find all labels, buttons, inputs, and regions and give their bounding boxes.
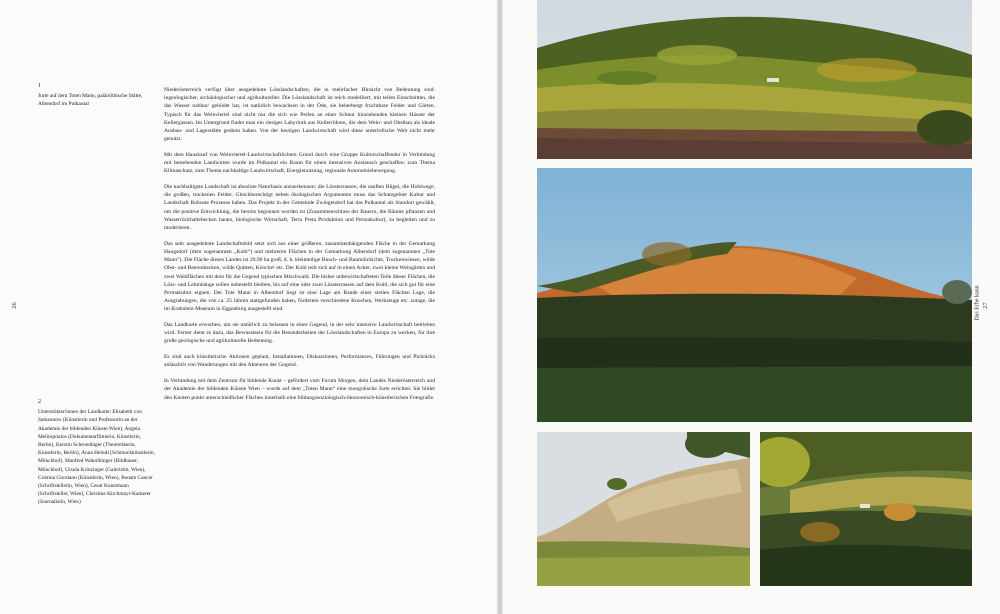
body-paragraph: In Verbindung mit dem Zentrum für bildende Kunst – gefördert vom Forum Morgen, dem Landes Niederösterreich und der Akademie der bildenden Künste Wien – wurde auf dem „Toten Mann“ eine mongolische Jurte errichtet. Sie bildet den Knoten punkt unterschiedlicher Flächen innerhalb eine bildungssoziologisch-ökonomisch-künstlerischen Fotografie. (164, 378, 435, 401)
left-page (0, 0, 497, 614)
sidenote-2-marker: 2 (38, 399, 41, 405)
photo-vineyard-valley (760, 432, 972, 586)
sidenote-1-text: Jurte auf dem Toten Mann, paläolithische Stätte, Albendorf im Pulkautal (38, 93, 143, 108)
body-paragraph: Die nachhaltigste Landschaft ist absolute Naturbasis anzuerkennen: die Lössterrassen, die sanften Hügel, die Hohlwege, die großen, trockenen Felder. Gleichberechtigt neben ökologischen Argumenten muss das Schutzgebiet Kultur und Landschaft Robuste Prozesse haben. Das Projekt in der Gemeinde Zwingendorf hat das Pulkautal als Standort gewählt, um die positive Entwicklung, die bereits begonnen worden ist (Zusammenschluss der Bauern, die Bäume pflanzen und Wasserrückhaltebecken bauen, biologische Wirtschaft, Terra Preta Produktion und Permakultur), zu begleiten und zu moderieren. (164, 184, 435, 232)
body-text-column (164, 86, 435, 409)
body-paragraph: Das Landkarte erworben, um sie natürlich zu belassen in einer Gegend, in der sehr intensive Landwirtschaft betrieben wird. Ferner dient es dazu, das Bewusstsein für die Besonderheiten der Lösslandschaften in Europa zu wecken, für ihre große geologische und agrikulturelle Bedeutung. (164, 322, 435, 345)
body-paragraph: Das sehr ausgedehnte Landschaftsbild setzt sich aus einer größeren, zusammenhängenden Fläche in der Gemarkung Haugsdorf (dem sogenannten „Kobl“) und mehreren Flächen in der Gemarkung Albendorf (dem sogenannten „Tote Mann“). Die Fläche dieses Landes ist 20,90 ha groß, d. h. kleinteilige Busch- und Baumdickichte, Trockenwiesen, wilde Obst- und Beerenhecken, wilde Quitten, Kirsche! etc. Der Kobl teilt sich auf in einen Acker, zwei kleine Weingärten und zwei Waldflächen mit dem für die Gegend typischen Mischwald. Die bisher unbewirtschafteten Teile dieser Flächen, die Löss- und Lehmhänge sollen unbestellt bleiben, bis auf eine oder zwei Lössterrassen auf dem Kobl, die sich gut für eine Permakultur eignen. Der Tote Mann in Albendorf liegt ist eine Lage am Rande einer steilen Flächen Lage, die Ausgrabungen, die von ca. 25 Jahren stattgefunden haben, förderten verschiedene Knochen, Werkzeuge etc. zutage, die im Krahuletz-Museum in Eggenburg ausgestellt sind. (164, 240, 435, 313)
sidenote-2-text: Unterstützer/innen der Landkarte: Elisabeth von Samsonow (Künstlerin und Professorin an der Akademie der bildenden Künste Wien), Angela Melitopoulos (Dokumentarfilmerin, Künstlerin, Berlin), Kerstin Schroedinger (Theoretikerin, Künstlerin, Berlin), Anna Heindl (Schmuckkünstlerin, Mönchhof), Manfred Wakolbinger (Bildhauer, Mönchhof), Ursula Krinzinger (Galeristin, Wien), Cristina Giordano (Künstlerin, Wien), Renate Cancer (Schriftstellerin, Wien), Cesar Kunstmann (Schriftsteller, Wien), Christine Kirchmayr-Kamerer (Journalistin, Wien) (38, 409, 155, 506)
page-number-left: 26 (10, 302, 18, 309)
body-paragraph: Es sind auch künstlerische Aktionen geplant, Installationen, Diskussionen, Performances, Führungen und Picknicks anlässlich von Wanderungen mit den Akteuren der Gegend. (164, 354, 435, 369)
body-paragraph: Niederösterreich verfügt über ausgedehnte Lösslandschaften, die in mehrfacher Hinsicht von Bedeutung sind: ingeologischer, archäologischer und agrikultureller. Die Lösslandschaft ist reich modelliert, mit teilen Einschnitten, die das Wasser nahbar/ gebildet hat, ist natürlich bewachsen in der Öde, sie beherbergt fruchtbare Felder und Gärten. Typisch für das Weinviertel sind nicht nur die sich wie Perlen an einer Schnur hinziehenden kleinen Häuser der Kellergassen. Im Untergrund findet man ein riesiges Labyrinth aus Kellerröhren, die dem Wein- und Obstbau als ideale Ausbau- und Lagerstätte gedient haben. Von der heutigen Landwirtschaft wird diese unterirdische Welt nicht mehr genutzt. (164, 87, 435, 143)
body-paragraph: Mit dem Hauskauf von Weinviertel-Landwirtschaftlichem Grund durch eine Gruppe Kulturschaffender in Verbindung mit bestehenden Landwirten wurde im Pulkautal ein Raum für einen intensiven Austausch geschaffen: zum Thema Klimaschutz, zum Thema nachhaltige Landwirtschaft, Energienutzung, regionale Autonomiebewegung. (164, 151, 435, 175)
page-number-right: 27 (981, 302, 989, 309)
photo-sunlit-hill (537, 168, 972, 422)
running-head: Das Erbe kann (974, 285, 981, 321)
photo-vineyard-hills (537, 0, 972, 159)
photo-loess-cliff (537, 432, 750, 586)
sidenote-1-marker: 1 (38, 83, 41, 89)
sidenote-2 (38, 398, 156, 507)
sidenote-1 (38, 82, 156, 109)
